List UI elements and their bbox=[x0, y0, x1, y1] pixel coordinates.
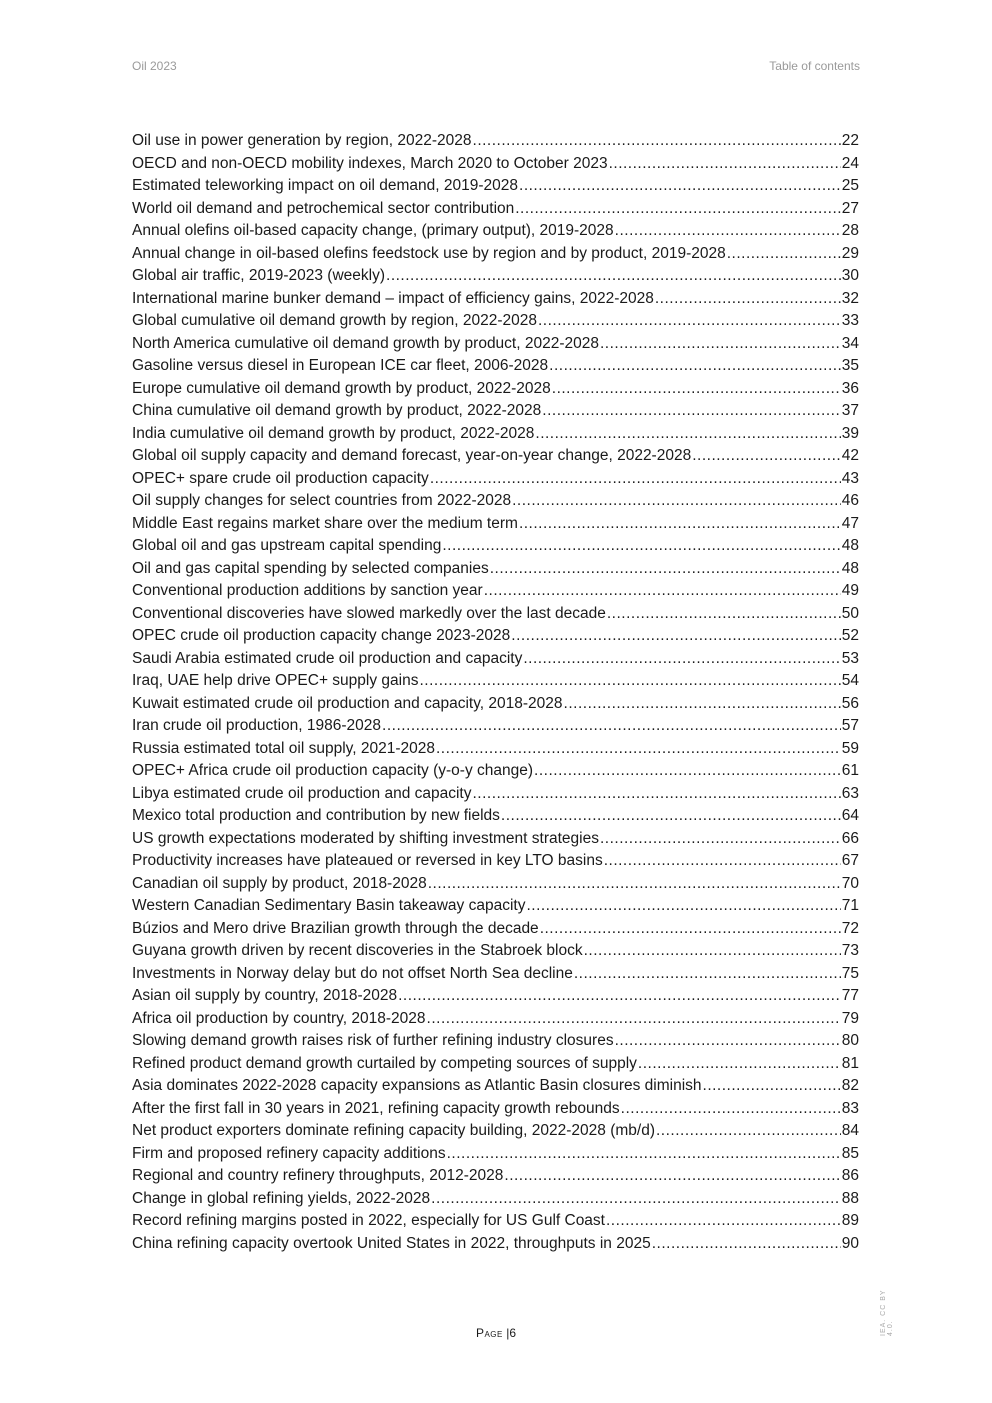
toc-entry-title: US growth expectations moderated by shifting investment strategies bbox=[132, 829, 599, 847]
toc-entry-title: OPEC+ Africa crude oil production capacity (y-o-y change) bbox=[132, 762, 534, 779]
toc-entry-title: Iran crude oil production, 1986-2028 bbox=[132, 717, 382, 734]
toc-entry-page: 81 bbox=[841, 1054, 859, 1072]
toc-entry-title: Record refining margins posted in 2022, especially for US Gulf Coast bbox=[132, 1212, 605, 1229]
toc-entry[interactable] bbox=[132, 648, 859, 671]
toc-entry[interactable] bbox=[132, 828, 859, 851]
toc-entry-title: OPEC crude oil production capacity change 2023-2028 bbox=[132, 627, 511, 644]
toc-entry-page: 70 bbox=[841, 874, 859, 892]
toc-entry[interactable] bbox=[132, 265, 859, 288]
toc-entry-title: Estimated teleworking impact on oil demand, 2019-2028 bbox=[132, 177, 519, 194]
document-title: Oil 2023 bbox=[132, 59, 177, 73]
toc-dot-leader bbox=[473, 130, 841, 153]
toc-dot-leader bbox=[535, 423, 840, 446]
toc-entry-title: Mexico total production and contribution by new fields bbox=[132, 807, 500, 824]
toc-entry-page: 56 bbox=[841, 694, 859, 712]
toc-dot-leader bbox=[511, 625, 840, 648]
section-title: Table of contents bbox=[769, 59, 860, 73]
toc-entry[interactable] bbox=[132, 513, 859, 536]
toc-entry-title: India cumulative oil demand growth by product, 2022-2028 bbox=[132, 424, 535, 442]
toc-entry-page: 54 bbox=[841, 672, 859, 689]
toc-entry-page: 83 bbox=[841, 1099, 859, 1117]
toc-entry-title: Africa oil production by country, 2018-2028 bbox=[132, 1009, 426, 1027]
toc-entry-page: 28 bbox=[841, 222, 859, 239]
toc-entry[interactable] bbox=[132, 873, 859, 896]
toc-entry-title: Global air traffic, 2019-2023 (weekly) bbox=[132, 267, 386, 284]
page-separator: | bbox=[506, 1326, 510, 1340]
toc-entry[interactable] bbox=[132, 310, 859, 333]
toc-entry-title: Asia dominates 2022-2028 capacity expansions as Atlantic Basin closures diminish bbox=[132, 1077, 702, 1094]
toc-entry-page: 57 bbox=[841, 717, 859, 734]
toc-dot-leader bbox=[615, 1030, 841, 1053]
toc-entry-page: 61 bbox=[841, 762, 859, 779]
toc-entry-title: Western Canadian Sedimentary Basin takeaway capacity bbox=[132, 897, 526, 914]
page-number: 6 bbox=[509, 1326, 517, 1340]
toc-entry-page: 47 bbox=[841, 514, 859, 532]
toc-entry[interactable] bbox=[132, 333, 859, 356]
toc-entry-page: 48 bbox=[841, 537, 859, 554]
toc-entry[interactable] bbox=[132, 760, 859, 783]
toc-entry-page: 86 bbox=[841, 1167, 859, 1184]
toc-dot-leader bbox=[430, 468, 841, 491]
toc-entry-title: Libya estimated crude oil production and capacity bbox=[132, 784, 472, 802]
toc-dot-leader bbox=[609, 153, 841, 176]
toc-entry[interactable] bbox=[132, 625, 859, 648]
toc-entry[interactable] bbox=[132, 715, 859, 738]
toc-entry[interactable] bbox=[132, 243, 859, 266]
toc-entry-title: Annual change in oil-based olefins feedstock use by region and by product, 2019-2028 bbox=[132, 244, 726, 262]
toc-entry-page: 59 bbox=[841, 739, 859, 757]
toc-entry-page: 90 bbox=[841, 1234, 859, 1252]
toc-entry-title: Net product exporters dominate refining capacity building, 2022-2028 (mb/d) bbox=[132, 1122, 655, 1139]
toc-dot-leader bbox=[584, 940, 841, 963]
toc-entry-title: World oil demand and petrochemical sector contribution bbox=[132, 199, 515, 217]
toc-entry-title: Russia estimated total oil supply, 2021-2028 bbox=[132, 739, 435, 757]
toc-dot-leader bbox=[447, 1143, 841, 1166]
toc-entry[interactable] bbox=[132, 378, 859, 401]
toc-entry-page: 73 bbox=[841, 942, 859, 959]
toc-dot-leader bbox=[564, 693, 841, 716]
toc-entry-title: Global oil supply capacity and demand forecast, year-on-year change, 2022-2028 bbox=[132, 447, 692, 464]
toc-dot-leader bbox=[621, 1098, 841, 1121]
toc-dot-leader bbox=[534, 760, 841, 783]
toc-entry-page: 32 bbox=[841, 289, 859, 307]
toc-entry[interactable] bbox=[132, 220, 859, 243]
toc-dot-leader bbox=[427, 1008, 841, 1031]
toc-entry-page: 42 bbox=[841, 447, 859, 464]
toc-entry-title: Saudi Arabia estimated crude oil production and capacity bbox=[132, 649, 523, 667]
toc-entry[interactable] bbox=[132, 693, 859, 716]
toc-entry-page: 77 bbox=[841, 987, 859, 1004]
toc-entry-page: 66 bbox=[841, 829, 859, 847]
toc-entry[interactable] bbox=[132, 175, 859, 198]
toc-entry[interactable] bbox=[132, 423, 859, 446]
toc-dot-leader bbox=[600, 828, 841, 851]
toc-entry-title: Kuwait estimated crude oil production and capacity, 2018-2028 bbox=[132, 694, 563, 712]
toc-entry[interactable] bbox=[132, 805, 859, 828]
toc-entry-page: 30 bbox=[841, 267, 859, 284]
toc-entry-page: 27 bbox=[841, 199, 859, 217]
toc-entry-page: 48 bbox=[841, 559, 859, 577]
toc-dot-leader bbox=[382, 715, 841, 738]
toc-entry-page: 63 bbox=[841, 784, 859, 802]
toc-entry[interactable] bbox=[132, 940, 859, 963]
toc-entry-title: Global cumulative oil demand growth by region, 2022-2028 bbox=[132, 312, 537, 329]
toc-entry[interactable] bbox=[132, 1098, 859, 1121]
table-of-contents bbox=[132, 130, 859, 1255]
toc-entry-page: 46 bbox=[841, 492, 859, 509]
toc-entry-page: 82 bbox=[841, 1077, 859, 1094]
toc-entry-title: Iraq, UAE help drive OPEC+ supply gains bbox=[132, 672, 419, 689]
toc-dot-leader bbox=[519, 175, 841, 198]
toc-entry-page: 34 bbox=[841, 334, 859, 352]
toc-entry-title: Regional and country refinery throughputs, 2012-2028 bbox=[132, 1167, 504, 1184]
toc-entry-page: 89 bbox=[841, 1212, 859, 1229]
toc-dot-leader bbox=[552, 378, 841, 401]
toc-entry-title: Asian oil supply by country, 2018-2028 bbox=[132, 987, 398, 1004]
toc-entry[interactable] bbox=[132, 198, 859, 221]
toc-dot-leader bbox=[538, 310, 841, 333]
toc-dot-leader bbox=[428, 873, 841, 896]
toc-entry[interactable] bbox=[132, 558, 859, 581]
toc-entry[interactable] bbox=[132, 963, 859, 986]
toc-dot-leader bbox=[549, 355, 841, 378]
toc-entry-title: Firm and proposed refinery capacity additions bbox=[132, 1144, 446, 1162]
toc-entry-title: Oil use in power generation by region, 2022-2028 bbox=[132, 132, 472, 149]
toc-entry-page: 53 bbox=[841, 649, 859, 667]
toc-entry-page: 85 bbox=[841, 1144, 859, 1162]
toc-entry[interactable] bbox=[132, 490, 859, 513]
toc-entry-page: 33 bbox=[841, 312, 859, 329]
toc-entry[interactable] bbox=[132, 1165, 859, 1188]
page-footer bbox=[0, 1326, 992, 1340]
toc-dot-leader bbox=[442, 535, 840, 558]
toc-entry[interactable] bbox=[132, 1210, 859, 1233]
toc-dot-leader bbox=[604, 850, 841, 873]
toc-entry[interactable] bbox=[132, 130, 859, 153]
toc-dot-leader bbox=[472, 783, 840, 806]
toc-entry-title: Gasoline versus diesel in European ICE car fleet, 2006-2028 bbox=[132, 357, 549, 374]
toc-entry-page: 71 bbox=[841, 897, 859, 914]
toc-entry-title: Oil and gas capital spending by selected companies bbox=[132, 559, 489, 577]
toc-dot-leader bbox=[615, 220, 841, 243]
toc-entry-page: 79 bbox=[841, 1009, 859, 1027]
toc-entry-title: After the first fall in 30 years in 2021, refining capacity growth rebounds bbox=[132, 1099, 620, 1117]
toc-dot-leader bbox=[692, 445, 841, 468]
toc-dot-leader bbox=[727, 243, 841, 266]
toc-entry-page: 64 bbox=[841, 807, 859, 824]
toc-entry-title: Oil supply changes for select countries from 2022-2028 bbox=[132, 492, 512, 509]
toc-dot-leader bbox=[526, 895, 840, 918]
toc-dot-leader bbox=[436, 738, 841, 761]
toc-entry-page: 22 bbox=[841, 132, 859, 149]
toc-entry-title: Canadian oil supply by product, 2018-2028 bbox=[132, 874, 427, 892]
toc-entry-page: 80 bbox=[841, 1032, 859, 1049]
toc-dot-leader bbox=[386, 265, 841, 288]
toc-entry-page: 88 bbox=[841, 1189, 859, 1207]
license-notice: IEA. CC BY 4.0. bbox=[880, 1289, 894, 1336]
toc-entry[interactable] bbox=[132, 1188, 859, 1211]
toc-entry[interactable] bbox=[132, 738, 859, 761]
toc-dot-leader bbox=[431, 1188, 841, 1211]
toc-dot-leader bbox=[504, 1165, 840, 1188]
toc-entry[interactable] bbox=[132, 355, 859, 378]
toc-entry-title: Change in global refining yields, 2022-2028 bbox=[132, 1189, 431, 1207]
toc-dot-leader bbox=[515, 198, 841, 221]
toc-entry-title: Slowing demand growth raises risk of further refining industry closures bbox=[132, 1032, 614, 1049]
toc-entry[interactable] bbox=[132, 1120, 859, 1143]
toc-dot-leader bbox=[652, 1233, 841, 1256]
toc-dot-leader bbox=[512, 490, 841, 513]
toc-entry-title: OPEC+ spare crude oil production capacity bbox=[132, 469, 429, 487]
toc-entry[interactable] bbox=[132, 670, 859, 693]
toc-entry-title: Productivity increases have plateaued or reversed in key LTO basins bbox=[132, 852, 603, 869]
toc-dot-leader bbox=[490, 558, 841, 581]
toc-entry-title: Refined product demand growth curtailed by competing sources of supply bbox=[132, 1054, 637, 1072]
toc-entry[interactable] bbox=[132, 1233, 859, 1256]
toc-dot-leader bbox=[656, 1120, 841, 1143]
toc-entry[interactable] bbox=[132, 445, 859, 468]
toc-entry-page: 37 bbox=[841, 402, 859, 419]
toc-entry-page: 39 bbox=[841, 424, 859, 442]
toc-entry[interactable] bbox=[132, 1053, 859, 1076]
toc-entry-title: Annual olefins oil-based capacity change, (primary output), 2019-2028 bbox=[132, 222, 614, 239]
toc-dot-leader bbox=[540, 918, 841, 941]
toc-entry-title: Global oil and gas upstream capital spending bbox=[132, 537, 442, 554]
toc-dot-leader bbox=[607, 603, 841, 626]
toc-entry-page: 35 bbox=[841, 357, 859, 374]
toc-entry[interactable] bbox=[132, 850, 859, 873]
toc-entry-page: 43 bbox=[841, 469, 859, 487]
toc-entry-page: 72 bbox=[841, 919, 859, 937]
toc-entry-page: 24 bbox=[841, 154, 859, 172]
toc-dot-leader bbox=[419, 670, 840, 693]
toc-dot-leader bbox=[574, 963, 841, 986]
toc-entry[interactable] bbox=[132, 1008, 859, 1031]
toc-entry-title: Búzios and Mero drive Brazilian growth through the decade bbox=[132, 919, 539, 937]
toc-entry[interactable] bbox=[132, 985, 859, 1008]
toc-entry-title: China cumulative oil demand growth by product, 2022-2028 bbox=[132, 402, 542, 419]
toc-dot-leader bbox=[542, 400, 840, 423]
toc-entry-page: 52 bbox=[841, 627, 859, 644]
toc-entry[interactable] bbox=[132, 918, 859, 941]
toc-dot-leader bbox=[655, 288, 841, 311]
toc-dot-leader bbox=[484, 580, 841, 603]
page-label: Page bbox=[475, 1326, 503, 1340]
toc-entry-title: Europe cumulative oil demand growth by product, 2022-2028 bbox=[132, 379, 551, 397]
toc-dot-leader bbox=[638, 1053, 841, 1076]
toc-entry-page: 25 bbox=[841, 177, 859, 194]
toc-entry-title: Guyana growth driven by recent discoveries in the Stabroek block bbox=[132, 942, 583, 959]
toc-entry[interactable] bbox=[132, 400, 859, 423]
toc-entry[interactable] bbox=[132, 1143, 859, 1166]
toc-entry-page: 49 bbox=[841, 582, 859, 599]
toc-entry[interactable] bbox=[132, 783, 859, 806]
toc-entry[interactable] bbox=[132, 580, 859, 603]
toc-entry[interactable] bbox=[132, 1030, 859, 1053]
toc-entry[interactable] bbox=[132, 535, 859, 558]
toc-entry-title: Conventional discoveries have slowed markedly over the last decade bbox=[132, 604, 606, 622]
toc-entry-title: China refining capacity overtook United States in 2022, throughputs in 2025 bbox=[132, 1234, 651, 1252]
toc-entry-page: 29 bbox=[841, 244, 859, 262]
toc-entry[interactable] bbox=[132, 895, 859, 918]
toc-dot-leader bbox=[703, 1075, 841, 1098]
toc-entry[interactable] bbox=[132, 288, 859, 311]
toc-entry[interactable] bbox=[132, 603, 859, 626]
toc-entry-page: 67 bbox=[841, 852, 859, 869]
toc-entry-title: Middle East regains market share over the medium term bbox=[132, 514, 518, 532]
toc-entry-page: 75 bbox=[841, 964, 859, 982]
toc-entry-page: 50 bbox=[841, 604, 859, 622]
toc-entry-page: 84 bbox=[841, 1122, 859, 1139]
toc-dot-leader bbox=[398, 985, 841, 1008]
toc-entry[interactable] bbox=[132, 468, 859, 491]
toc-entry-title: International marine bunker demand – impact of efficiency gains, 2022-2028 bbox=[132, 289, 654, 307]
toc-dot-leader bbox=[519, 513, 841, 536]
toc-dot-leader bbox=[606, 1210, 841, 1233]
toc-dot-leader bbox=[501, 805, 841, 828]
toc-entry[interactable] bbox=[132, 153, 859, 176]
toc-entry-title: North America cumulative oil demand growth by product, 2022-2028 bbox=[132, 334, 599, 352]
toc-entry[interactable] bbox=[132, 1075, 859, 1098]
toc-entry-title: Conventional production additions by sanction year bbox=[132, 582, 483, 599]
toc-entry-title: Investments in Norway delay but do not offset North Sea decline bbox=[132, 964, 573, 982]
toc-entry-title: OECD and non-OECD mobility indexes, March 2020 to October 2023 bbox=[132, 154, 608, 172]
toc-dot-leader bbox=[523, 648, 840, 671]
toc-entry-page: 36 bbox=[841, 379, 859, 397]
toc-dot-leader bbox=[600, 333, 841, 356]
